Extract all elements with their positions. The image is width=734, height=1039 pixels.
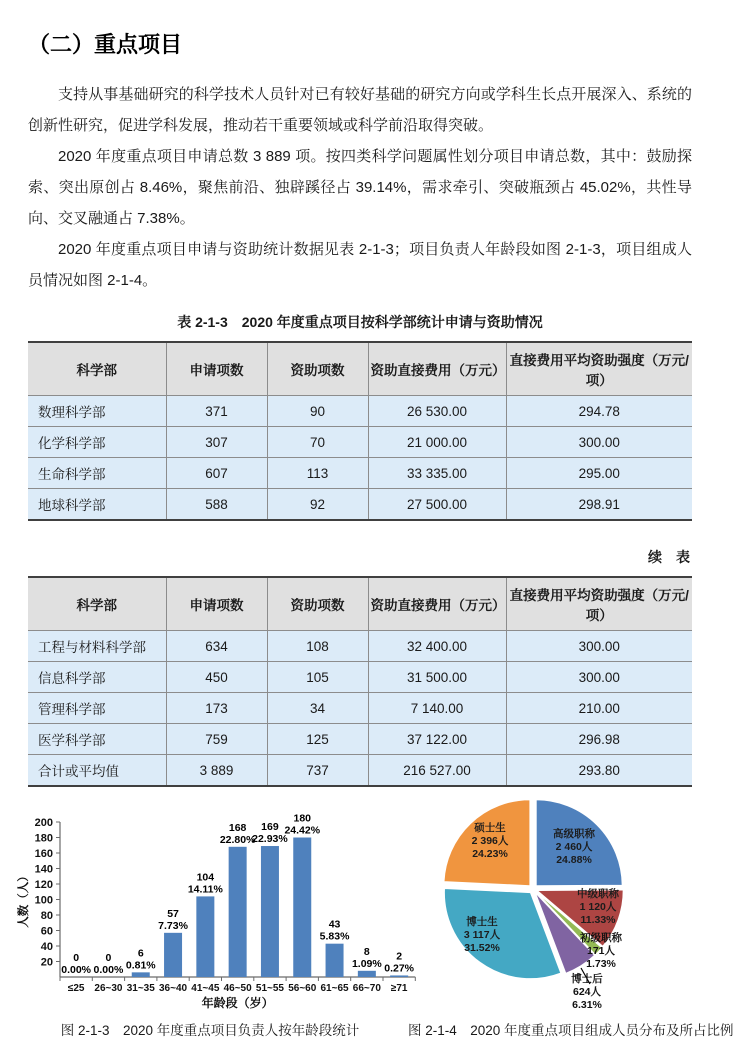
table-cell: 300.00 [506, 427, 692, 458]
pie-chart [434, 801, 708, 1017]
x-tick-label: 51~55 [255, 983, 284, 994]
bar-percent-label: 0.00% [61, 964, 92, 976]
pie-label-高级职称 [553, 827, 595, 866]
table-header-row [28, 577, 692, 631]
bar [358, 971, 376, 977]
bar-percent-label: 5.83% [319, 930, 350, 943]
pie-label-中级职称 [577, 887, 619, 926]
table-cell: 医学科学部 [28, 724, 166, 755]
table-cell: 295.00 [506, 458, 692, 489]
table-cell: 450 [166, 662, 267, 693]
table-cell: 105 [267, 662, 368, 693]
table-header-cell: 资助项数 [267, 577, 368, 631]
bar-value-label: 0 [105, 952, 112, 964]
pie-chart-caption: 图 2-1-4 2020 年度重点项目组成人员分布及所占比例 [408, 1023, 734, 1038]
bar-percent-label: 14.11% [187, 883, 223, 896]
table-body [28, 396, 692, 521]
y-tick-label: 40 [40, 941, 53, 953]
bar-percent-label: 7.73% [158, 919, 188, 932]
pie-label-line: 1.73% [586, 958, 616, 970]
y-tick-label: 60 [40, 925, 53, 938]
table-cell: 298.91 [506, 489, 692, 521]
bar [293, 838, 311, 978]
bar-percent-label: 0.27% [384, 962, 415, 975]
pie-label-line: 6.31% [572, 999, 602, 1011]
bar-value-label: 2 [396, 950, 403, 963]
table-cell: 92 [267, 489, 368, 521]
funding-table [28, 341, 692, 521]
table-cell: 3 889 [166, 755, 267, 787]
bar-percent-label: 22.93% [252, 833, 288, 846]
bar-value-label: 168 [228, 821, 247, 834]
table-row [28, 724, 692, 755]
paragraph-statistics: 2020 年度重点项目申请总数 3 889 项。按四类科学问题属性划分项目申请总数，其中：鼓励探索、突出原创占 8.46%，聚焦前沿、独辟蹊径占 39.14%，需求牵引、突破瓶颈占 45.02%，共性导向、交叉融通占 7.38%。 [28, 148, 692, 227]
pie-label-line: 2 396人 [471, 835, 509, 847]
table-cell: 34 [267, 693, 368, 724]
table-caption: 表 2-1-3 2020 年度重点项目按科学部统计申请与资助情况 [177, 314, 543, 330]
pie-label-硕士生 [472, 821, 509, 860]
bar-value-label: 169 [261, 821, 279, 834]
table-cell: 607 [166, 458, 267, 489]
table-cell: 合计或平均值 [28, 755, 166, 787]
x-tick-label: ≤25 [67, 983, 85, 994]
y-tick-label: 80 [40, 910, 53, 922]
table-cell: 296.98 [506, 724, 692, 755]
table-cell: 173 [166, 693, 267, 724]
y-axis-title: 人数（人） [18, 870, 30, 928]
y-tick-label: 100 [34, 894, 53, 907]
table-cell: 588 [166, 489, 267, 521]
table-cell: 125 [267, 724, 368, 755]
table-row [28, 427, 692, 458]
table-cell: 759 [166, 724, 267, 755]
section-heading: （二）重点项目 [28, 32, 183, 57]
bar-value-label: 180 [293, 812, 312, 825]
paragraph-intro: 支持从事基础研究的科学技术人员针对已有较好基础的研究方向或学科生长点开展深入、系统的创新性研究，促进学科发展，推动若干重要领域或科学前沿取得突破。 [28, 86, 692, 134]
table-cell: 管理科学部 [28, 693, 166, 724]
bar-value-label: 8 [363, 945, 370, 958]
pie-label-line: 31.52% [464, 942, 500, 954]
y-tick-label: 200 [34, 817, 53, 829]
table-cell: 26 530.00 [368, 396, 506, 427]
table-cell: 工程与材料科学部 [28, 631, 166, 662]
table-header-cell: 直接费用平均资助强度（万元/项） [506, 577, 692, 631]
table-head [28, 577, 692, 631]
y-tick-label: 160 [34, 848, 53, 860]
bar-percent-label: 24.42% [284, 824, 321, 837]
table-cell: 216 527.00 [368, 755, 506, 787]
pie-label-line: 24.88% [556, 854, 592, 866]
pie-label-line: 624人 [572, 986, 602, 998]
table-header-cell: 资助项数 [267, 342, 368, 396]
bar-chart-caption: 图 2-1-3 2020 年度重点项目负责人按年龄段统计 [60, 1023, 360, 1038]
table-header-row [28, 342, 692, 396]
x-tick-label: 56~60 [288, 983, 317, 994]
y-tick-label: 20 [40, 956, 53, 969]
bar [132, 972, 150, 977]
table-cell: 90 [267, 396, 368, 427]
table-cell: 737 [267, 755, 368, 787]
bar-value-label: 104 [196, 871, 215, 884]
x-tick-label: 66~70 [352, 983, 381, 994]
bar-chart-figure [14, 801, 434, 1039]
paragraph-references: 2020 年度重点项目申请与资助统计数据见表 2-1-3；项目负责人年龄段如图 2-1-3，项目组成人员情况如图 2-1-4。 [28, 241, 692, 289]
table-cell: 108 [267, 631, 368, 662]
pie-label-line: 24.23% [472, 848, 508, 860]
pie-label-博士生 [464, 915, 501, 954]
table-cell: 113 [267, 458, 368, 489]
table-header-cell: 科学部 [28, 342, 166, 396]
bar [164, 933, 182, 977]
table-cell: 294.78 [506, 396, 692, 427]
bar-value-label: 6 [137, 947, 144, 960]
table-cell: 31 500.00 [368, 662, 506, 693]
pie-label-line: 3 117人 [463, 929, 501, 941]
pie-label-line: 2 460人 [555, 841, 593, 853]
table-row [28, 396, 692, 427]
table-header-cell: 申请项数 [166, 577, 267, 631]
y-tick-label: 180 [34, 832, 53, 845]
table-header-cell: 直接费用平均资助强度（万元/项） [506, 342, 692, 396]
table-body [28, 631, 692, 787]
x-tick-label: 26~30 [94, 983, 123, 994]
table-cell: 371 [166, 396, 267, 427]
table-continuation-label: 续 表 [648, 549, 690, 565]
figures-row [14, 801, 734, 1039]
bar-percent-label: 0.81% [125, 959, 156, 972]
table-row [28, 693, 692, 724]
bar [196, 896, 214, 977]
table-header-cell: 科学部 [28, 577, 166, 631]
table-cell: 70 [267, 427, 368, 458]
bar-value-label: 0 [73, 952, 80, 964]
bar-percent-label: 22.80% [219, 833, 256, 846]
table-cell: 37 122.00 [368, 724, 506, 755]
bar-value-label: 57 [167, 907, 179, 920]
table-row [28, 489, 692, 521]
table-row [28, 755, 692, 787]
pie-label-line: 11.33% [580, 914, 616, 926]
x-tick-label: 36~40 [159, 983, 188, 994]
table-head [28, 342, 692, 396]
pie-label-line: 1 120人 [579, 901, 617, 913]
table-cell: 地球科学部 [28, 489, 166, 521]
pie-label-line: 高级职称 [553, 828, 595, 840]
table-cell: 27 500.00 [368, 489, 506, 521]
table-cell: 307 [166, 427, 267, 458]
table-cell: 33 335.00 [368, 458, 506, 489]
table-cell: 32 400.00 [368, 631, 506, 662]
table-cell: 信息科学部 [28, 662, 166, 693]
table-cell: 293.80 [506, 755, 692, 787]
table-cell: 生命科学部 [28, 458, 166, 489]
y-tick-label: 140 [34, 863, 53, 876]
bar [229, 847, 247, 977]
table-row [28, 662, 692, 693]
x-tick-label: 31~35 [126, 983, 155, 994]
table-cell: 300.00 [506, 662, 692, 693]
bar-value-label: 43 [328, 918, 341, 931]
pie-label-line: 硕士生 [474, 822, 506, 834]
table-cell: 21 000.00 [368, 427, 506, 458]
x-tick-label: 41~45 [191, 983, 220, 994]
y-tick-label: 120 [34, 879, 53, 891]
table-row [28, 631, 692, 662]
bar-percent-label: 1.09% [351, 957, 382, 970]
table-cell: 634 [166, 631, 267, 662]
bar [261, 846, 279, 977]
funding-table-continued [28, 576, 692, 787]
table-header-cell: 资助直接费用（万元） [368, 342, 506, 396]
x-axis-title: 年龄段（岁） [201, 996, 274, 1010]
pie-label-line: 初级职称 [580, 932, 622, 944]
table-header-cell: 申请项数 [166, 342, 267, 396]
bar-chart [14, 801, 434, 1017]
x-tick-label: ≥71 [390, 983, 408, 994]
table-cell: 7 140.00 [368, 693, 506, 724]
table-row [28, 458, 692, 489]
bar [390, 975, 408, 977]
table-cell: 300.00 [506, 631, 692, 662]
bar-percent-label: 0.00% [93, 964, 124, 976]
pie-chart-figure [408, 801, 734, 1039]
pie-label-line: 博士生 [466, 916, 498, 928]
table-header-cell: 资助直接费用（万元） [368, 577, 506, 631]
table-cell: 化学科学部 [28, 427, 166, 458]
table-cell: 数理科学部 [28, 396, 166, 427]
pie-label-line: 171人 [586, 945, 616, 957]
x-tick-label: 61~65 [320, 983, 349, 994]
x-tick-label: 46~50 [223, 983, 252, 994]
bar [326, 944, 344, 977]
pie-label-line: 中级职称 [577, 888, 619, 900]
pie-label-line: 博士后 [571, 973, 603, 985]
pie-label-博士后 [571, 972, 603, 1011]
table-cell: 210.00 [506, 693, 692, 724]
